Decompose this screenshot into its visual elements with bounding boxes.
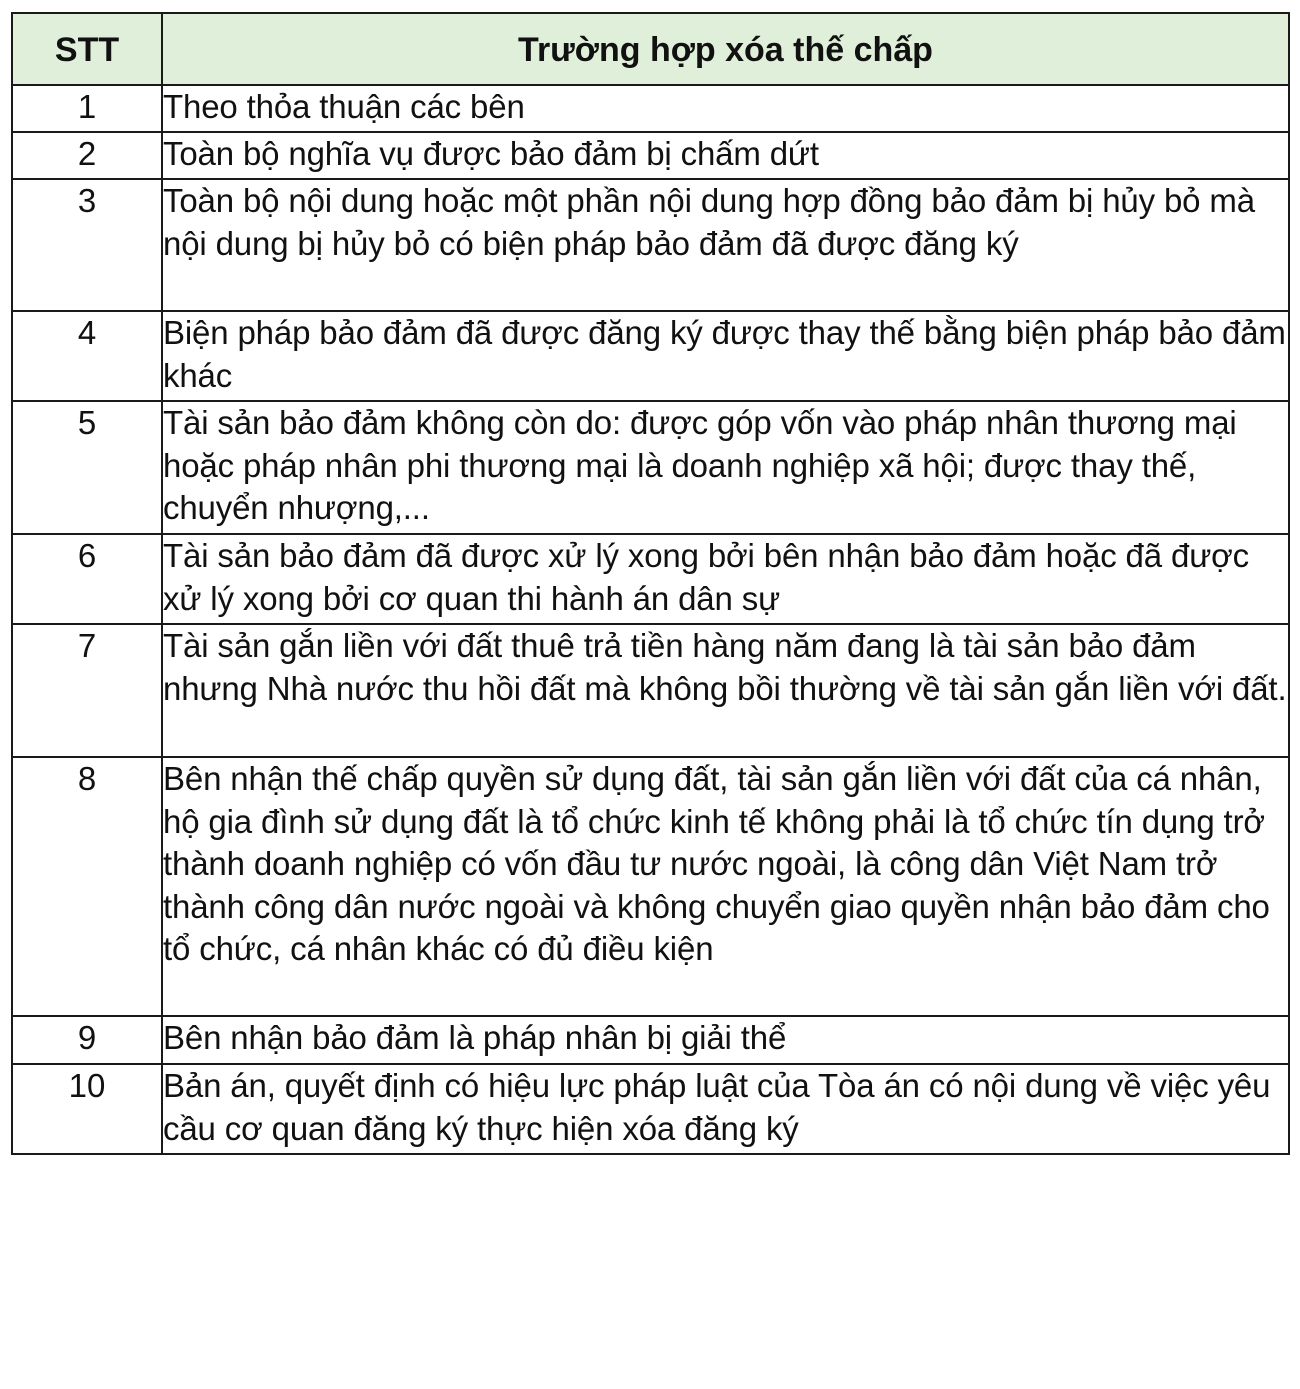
row-number: 3 [12,179,162,311]
table-row [12,534,1289,624]
row-number: 5 [12,401,162,534]
row-number: 1 [12,85,162,132]
column-header-stt: STT [12,13,162,85]
table-row [12,85,1289,132]
row-number: 10 [12,1064,162,1154]
table-row [12,401,1289,534]
table-row [12,757,1289,1016]
row-number: 6 [12,534,162,624]
table-row [12,1064,1289,1154]
table-body [12,85,1289,1154]
case-description: Toàn bộ nghĩa vụ được bảo đảm bị chấm dứt [162,132,1289,179]
row-number: 4 [12,311,162,401]
row-number: 2 [12,132,162,179]
table-row [12,624,1289,757]
header-row [12,13,1289,85]
case-description: Biện pháp bảo đảm đã được đăng ký được thay thế bằng biện pháp bảo đảm khác [162,311,1289,401]
case-description: Bản án, quyết định có hiệu lực pháp luật của Tòa án có nội dung về việc yêu cầu cơ quan đăng ký thực hiện xóa đăng ký [162,1064,1289,1154]
table-row [12,132,1289,179]
mortgage-deletion-cases-table [11,12,1290,1155]
case-description: Tài sản bảo đảm không còn do: được góp vốn vào pháp nhân thương mại hoặc pháp nhân phi thương mại là doanh nghiệp xã hội; được thay thế, chuyển nhượng,... [162,401,1289,534]
column-header-case: Trường hợp xóa thế chấp [162,13,1289,85]
case-description: Theo thỏa thuận các bên [162,85,1289,132]
table-row [12,1016,1289,1064]
row-number: 7 [12,624,162,757]
row-number: 9 [12,1016,162,1064]
row-number: 8 [12,757,162,1016]
case-description: Bên nhận thế chấp quyền sử dụng đất, tài sản gắn liền với đất của cá nhân, hộ gia đình sử dụng đất là tổ chức kinh tế không phải là tổ chức tín dụng trở thành doanh nghiệp có vốn đầu tư nước ngoài, là công dân Việt Nam trở thành công dân nước ngoài và không chuyển giao quyền nhận bảo đảm cho tổ chức, cá nhân khác có đủ điều kiện [162,757,1289,1016]
case-description: Tài sản gắn liền với đất thuê trả tiền hàng năm đang là tài sản bảo đảm nhưng Nhà nước thu hồi đất mà không bồi thường về tài sản gắn liền với đất. [162,624,1289,757]
table-header [12,13,1289,85]
table-row [12,179,1289,311]
case-description: Tài sản bảo đảm đã được xử lý xong bởi bên nhận bảo đảm hoặc đã được xử lý xong bởi cơ quan thi hành án dân sự [162,534,1289,624]
case-description: Bên nhận bảo đảm là pháp nhân bị giải thể [162,1016,1289,1064]
case-description: Toàn bộ nội dung hoặc một phần nội dung hợp đồng bảo đảm bị hủy bỏ mà nội dung bị hủy bỏ có biện pháp bảo đảm đã được đăng ký [162,179,1289,311]
table-row [12,311,1289,401]
